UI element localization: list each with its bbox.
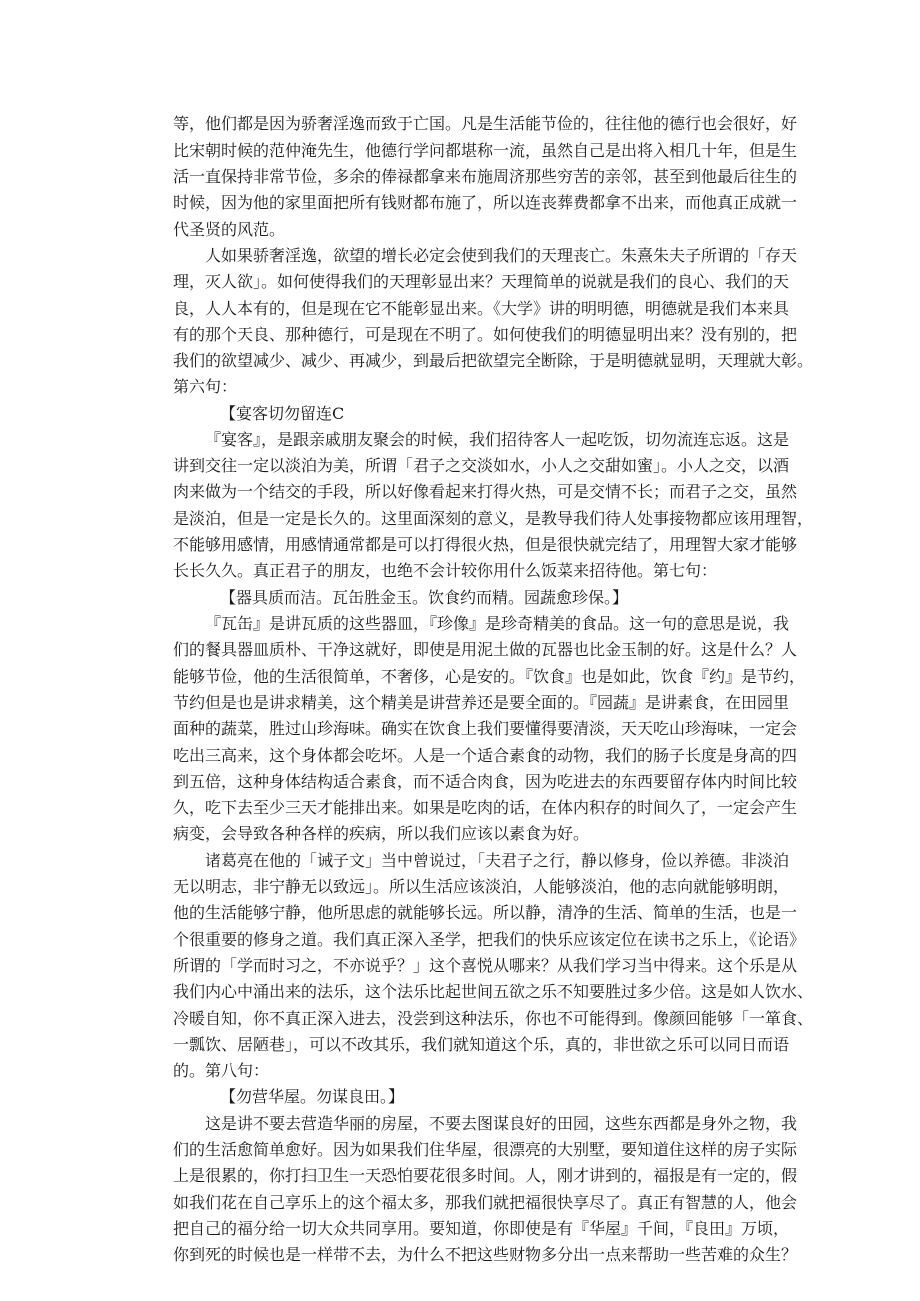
text-line: 诸葛亮在他的「诫子文」当中曾说过，「夫君子之行，静以修身，俭以养德。非淡泊 (205, 851, 790, 870)
text-line: 病变，会导致各种各样的疾病，所以我们应该以素食为好。 (173, 824, 590, 843)
text-line: 所谓的「学而时习之，不亦说乎？」这个喜悦从哪来？从我们学习当中得来。这个乐是从 (173, 956, 798, 975)
text-line: 讲到交往一定以淡泊为美，所谓「君子之交淡如水，小人之交甜如蜜」。小人之交，以酒 (173, 456, 790, 475)
text-line: 这是讲不要去营造华丽的房屋，不要去图谋良好的田园，这些东西都是身外之物，我 (205, 1114, 798, 1133)
text-line: 理，灭人欲」。如何使得我们的天理彰显出来？天理简单的说就是我们的良心、我们的天 (173, 272, 790, 291)
section-heading: 【勿营华屋。勿谋良田。】 (220, 1087, 405, 1106)
text-line: 们的餐具器皿质朴、干净这就好，即使是用泥土做的瓦器也比金玉制的好。这是什么？人 (173, 640, 798, 659)
text-line: 『瓦缶』是讲瓦质的这些器皿，『珍像』是珍奇精美的食品。这一句的意思是说，我 (205, 614, 790, 633)
text-line: 时候，因为他的家里面把所有钱财都布施了，所以连丧葬费都拿不出来，而他真正成就一 (173, 193, 798, 212)
text-line: 面种的蔬菜，胜过山珍海味。确实在饮食上我们要懂得要清淡，天天吃山珍海味，一定会 (173, 719, 798, 738)
text-line: 无以明志，非宁静无以致远」。所以生活应该淡泊，人能够淡泊，他的志向就能够明朗， (173, 877, 790, 896)
text-line: 良，人人本有的，但是现在它不能彰显出来。《大学》讲的明明德，明德就是我们本来具 (173, 299, 790, 318)
text-line: 第六句： (173, 377, 238, 396)
text-line: 代圣贤的风范。 (173, 220, 286, 239)
text-line: 吃出三高来，这个身体都会吃坏。人是一个适合素食的动物，我们的肠子长度是身高的四 (173, 746, 798, 765)
text-line: 不能够用感情，用感情通常都是可以打得很火热，但是很快就完结了，用理智大家才能够 (173, 535, 798, 554)
text-line: 长长久久。真正君子的朋友，也绝不会计较你用什么饭菜来招待他。第七句： (173, 561, 718, 580)
text-line: 一瓢饮、居陋巷」，可以不改其乐，我们就知道这个乐，真的，非世欲之乐可以同日而语 (173, 1035, 790, 1054)
text-line: 把自己的福分给一切大众共同享用。要知道，你即使是有『华屋』千间，『良田』万顷， (173, 1219, 790, 1238)
text-line: 活一直保持非常节俭，多余的俸禄都拿来布施周济那些穷苦的亲邻，甚至到他最后往生的 (173, 167, 798, 186)
text-line: 节约但是也是讲求精美，这个精美是讲营养还是要全面的。『园蔬』是讲素食，在田园里 (173, 693, 790, 712)
text-line: 久，吃下去至少三天才能排出来。如果是吃肉的话，在体内积存的时间久了，一定会产生 (173, 798, 798, 817)
text-line: 的。第八句： (173, 1061, 270, 1080)
text-line: 肉来做为一个结交的手段，所以好像看起来打得火热，可是交情不长；而君子之交，虽然 (173, 482, 798, 501)
text-line: 我们的欲望减少、减少、再减少，到最后把欲望完全断除，于是明德就显明，天理就大彰。 (173, 351, 814, 370)
section-heading: 【宴客切勿留连C (220, 404, 345, 423)
text-line: 等，他们都是因为骄奢淫逸而致于亡国。凡是生活能节俭的，往往他的德行也会很好，好 (173, 114, 798, 133)
text-line: 到五倍，这种身体结构适合素食，而不适合肉食，因为吃进去的东西要留存体内时间比较 (173, 772, 798, 791)
section-heading: 【器具质而洁。瓦缶胜金玉。饮食约而精。园蔬愈珍保。】 (220, 588, 629, 607)
text-line: 他的生活能够宁静，他所思虑的就能够长远。所以静，清净的生活、简单的生活，也是一 (173, 903, 798, 922)
text-line: 比宋朝时候的范仲淹先生，他德行学问都堪称一流，虽然自己是出将入相几十年，但是生 (173, 141, 798, 160)
text-line: 们的生活愈简单愈好。因为如果我们住华屋，很漂亮的大别墅，要知道住这样的房子实际 (173, 1140, 798, 1159)
text-line: 我们内心中涌出来的法乐，这个法乐比起世间五欲之乐不知要胜过多少倍。这是如人饮水、 (173, 982, 814, 1001)
text-line: 上是很累的，你打扫卫生一天恐怕要花很多时间。人，刚才讲到的，福报是有一定的，假 (173, 1166, 798, 1185)
text-line: 如我们花在自己享乐上的这个福太多，那我们就把福很快享尽了。真正有智慧的人，他会 (173, 1193, 798, 1212)
text-line: 能够节俭，他的生活很简单，不奢侈，心是安的。『饮食』也是如此，饮食『约』是节约， (173, 667, 806, 686)
text-line: 冷暖自知，你不真正深入进去，没尝到这种法乐，你也不可能得到。像颜回能够「一箪食、 (173, 1009, 814, 1028)
text-line: 个很重要的修身之道。我们真正深入圣学，把我们的快乐应该定位在读书之乐上，《论语》 (173, 930, 806, 949)
text-line: 『宴客』，是跟亲戚朋友聚会的时候，我们招待客人一起吃饭，切勿流连忘返。这是 (205, 430, 790, 449)
text-line: 有的那个天良、那种德行，可是现在不明了。如何使我们的明德显明出来？没有别的，把 (173, 325, 798, 344)
text-line: 你到死的时候也是一样带不去，为什么不把这些财物多分出一点来帮助一些苦难的众生？ (173, 1245, 798, 1264)
text-line: 人如果骄奢淫逸，欲望的增长必定会使到我们的天理丧亡。朱熹朱夫子所谓的「存天 (205, 246, 798, 265)
text-line: 是淡泊，但是一定是长久的。这里面深刻的意义，是教导我们待人处事接物都应该用理智， (173, 509, 814, 528)
